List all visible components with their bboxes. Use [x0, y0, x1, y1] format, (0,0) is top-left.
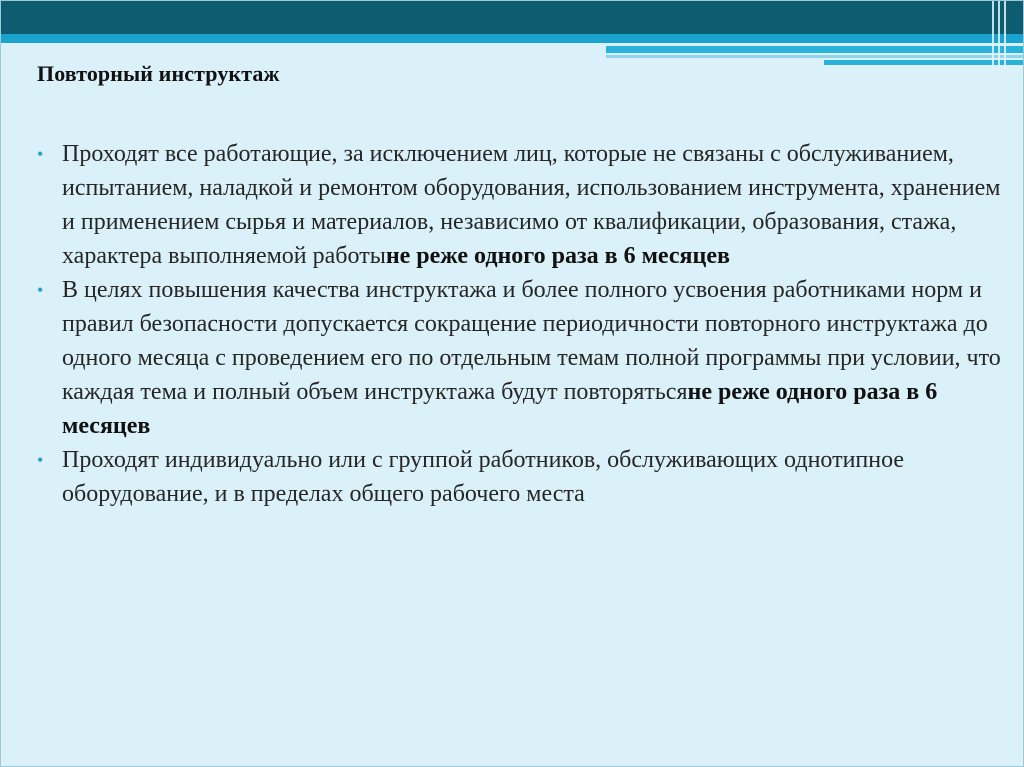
bullet-dot-icon: • [37, 280, 44, 300]
header-blue-band [0, 34, 1024, 43]
header-decoration [0, 0, 1024, 70]
bullet-bold-text: не реже одного раза в 6 месяцев [385, 243, 730, 269]
bullet-text: Проходят все работающие, за исключением лиц, которые не связаны с обслуживанием, испытанием, наладкой и ремонтом оборудования, использованием инструмента, хранением и применением сырья и материалов, независимо от квалификации, образования, стажа, характера выполняемой работы [62, 141, 1001, 269]
header-dark-band [0, 0, 1024, 34]
bullet-text: В целях повышения качества инструктажа и более полного усвоения работниками норм и правил безопасности допускается сокращение периодичности повторного инструктажа до одного месяца с проведением его по отдельным темам полной программы при условии, что каждая тема и полный объем инструктажа будут повторяться [62, 277, 1001, 405]
bullet-dot-icon: • [37, 144, 44, 164]
bullet-item [36, 443, 1011, 511]
bullet-item [36, 273, 1011, 443]
header-vertical-lines [992, 0, 1010, 70]
bullet-item [36, 137, 1011, 273]
slide-title: Повторный инструктаж [37, 61, 280, 86]
bullet-list [36, 137, 1011, 511]
header-stripe [606, 46, 1024, 53]
header-stripe [606, 55, 1024, 58]
bullet-text: Проходят индивидуально или с группой работников, обслуживающих однотипное оборудование, и в пределах общего рабочего места [62, 447, 905, 507]
bullet-dot-icon: • [37, 450, 44, 470]
bullet-bold-text: не реже одного раза в 6 месяцев [62, 379, 938, 439]
